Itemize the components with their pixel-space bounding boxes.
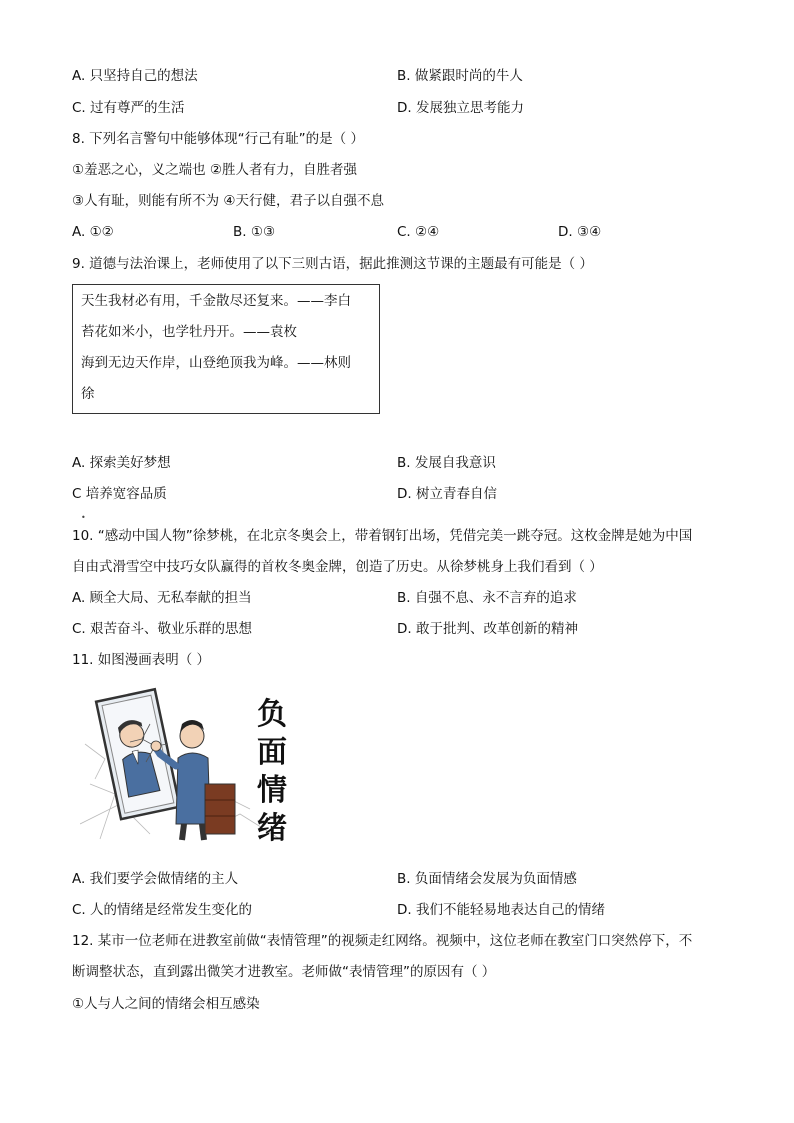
q9-option-d: D. 树立青春自信 bbox=[397, 486, 497, 502]
negative-emotion-cartoon bbox=[80, 684, 300, 844]
q12-statement-1: ①人与人之间的情绪会相互感染 bbox=[72, 996, 260, 1012]
q7-option-d: D. 发展独立思考能力 bbox=[397, 100, 524, 116]
q12-stem-1: 12. 某市一位老师在进教室前做“表情管理”的视频走红网络。视频中，这位老师在教室门口突然停下，不 bbox=[72, 933, 693, 949]
q8-statements-1: ①羞恶之心，义之端也 ②胜人者有力，自胜者强 bbox=[72, 162, 357, 178]
q8-option-a: A. ①② bbox=[72, 224, 114, 240]
q9-quote-3: 海到无边天作岸，山登绝顶我为峰。——林则 bbox=[81, 355, 351, 371]
cartoon-char-3: 情 bbox=[257, 773, 287, 808]
q12-stem-2: 断调整状态，直到露出微笑才进教室。老师做“表情管理”的原因有（ ） bbox=[72, 964, 496, 980]
q10-stem-2: 自由式滑雪空中技巧女队赢得的首枚冬奥金牌，创造了历史。从徐梦桃身上我们看到（ ） bbox=[72, 559, 603, 575]
cartoon-char-2: 面 bbox=[257, 735, 287, 770]
q7-option-a: A. 只坚持自己的想法 bbox=[72, 68, 198, 84]
q9-option-c: C 培养宽容品质 bbox=[72, 486, 167, 502]
q7-option-c: C. 过有尊严的生活 bbox=[72, 100, 185, 116]
q10-option-c: C. 艰苦奋斗、敬业乐群的思想 bbox=[72, 621, 253, 637]
q11-option-d: D. 我们不能轻易地表达自己的情绪 bbox=[397, 902, 605, 918]
q11-stem: 11. 如图漫画表明（ ） bbox=[72, 652, 211, 668]
q11-option-c: C. 人的情绪是经常发生变化的 bbox=[72, 902, 253, 918]
q9-stem: 9. 道德与法治课上，老师使用了以下三则古语，据此推测这节课的主题最有可能是（ ） bbox=[72, 256, 593, 272]
q8-stem: 8. 下列名言警句中能够体现“行己有耻”的是（ ） bbox=[72, 131, 364, 147]
q11-option-a: A. 我们要学会做情绪的主人 bbox=[72, 871, 239, 887]
q10-option-b: B. 自强不息、永不言弃的追求 bbox=[397, 590, 577, 606]
q11-option-b: B. 负面情绪会发展为负面情感 bbox=[397, 871, 577, 887]
q8-statements-2: ③人有耻，则能有所不为 ④天行健，君子以自强不息 bbox=[72, 193, 384, 209]
q9-quote-2: 苔花如米小，也学牡丹开。——袁枚 bbox=[81, 324, 297, 340]
q9-option-a: A. 探索美好梦想 bbox=[72, 455, 171, 471]
stray-dot: • bbox=[81, 513, 86, 522]
q9-quote-1: 天生我材必有用，千金散尽还复来。——李白 bbox=[81, 293, 351, 309]
q10-option-a: A. 顾全大局、无私奉献的担当 bbox=[72, 590, 252, 606]
q8-option-c: C. ②④ bbox=[397, 224, 440, 240]
q9-quote-3-cont: 徐 bbox=[81, 386, 95, 402]
q7-option-b: B. 做紧跟时尚的牛人 bbox=[397, 68, 523, 84]
q9-quote-box bbox=[72, 284, 380, 414]
q10-stem-1: 10. “感动中国人物”徐梦桃，在北京冬奥会上，带着钢钉出场，凭借完美一跳夺冠。这枚金牌是她为中国 bbox=[72, 528, 693, 544]
cartoon-char-4: 绪 bbox=[257, 811, 287, 844]
q10-option-d: D. 敢于批判、改革创新的精神 bbox=[397, 621, 578, 637]
q8-option-b: B. ①③ bbox=[233, 224, 276, 240]
q9-option-b: B. 发展自我意识 bbox=[397, 455, 496, 471]
cartoon-char-1: 负 bbox=[257, 697, 287, 732]
q8-option-d: D. ③④ bbox=[558, 224, 602, 240]
